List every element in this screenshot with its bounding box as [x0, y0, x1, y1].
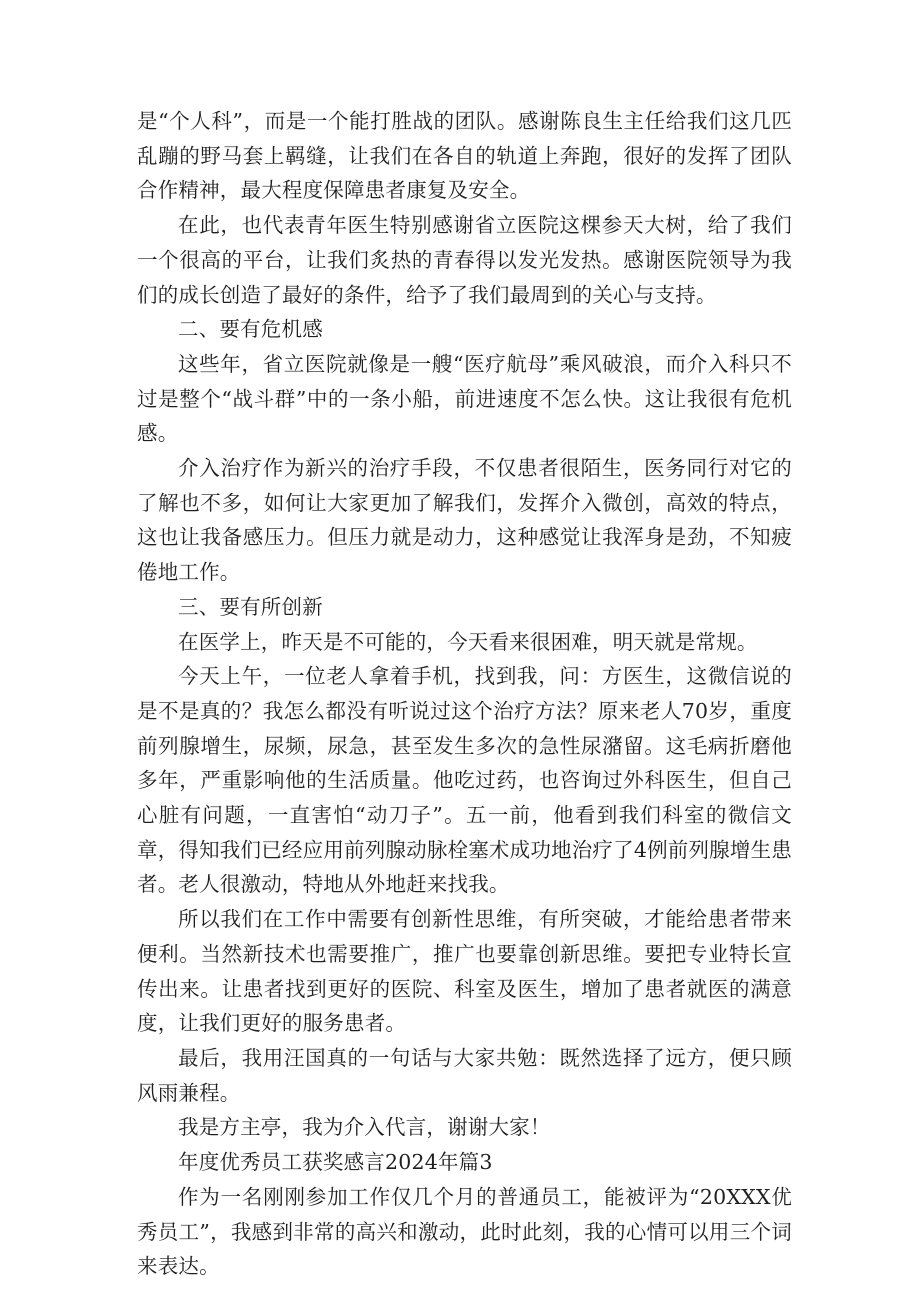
paragraph-closing-quote: 最后，我用汪国真的一句话与大家共勉：既然选择了远方，便只顾风雨兼程。: [137, 1045, 792, 1105]
document-page: [137, 104, 792, 1284]
paragraph-patient-story: 今天上午，一位老人拿着手机，找到我，问：方医生，这微信说的是不是真的？我怎么都没有听说过这个治疗方法？原来老人70岁，重度前列腺增生，尿频，尿急，甚至发生多次的急性尿潴留。这毛病折磨他多年，严重影响他的生活质量。他吃过药，也咨询过外科医生，但自己心脏有问题，一直害怕“动刀子”。五一前，他看到我们科室的微信文章，得知我们已经应用前列腺动脉栓塞术成功地治疗了4例前列腺增生患者。老人很激动，特地从外地赶来找我。: [137, 664, 792, 897]
section-heading-award: 年度优秀员工获奖感言2024年篇3: [178, 1150, 493, 1175]
paragraph-thanks-hospital: 在此，也代表青年医生特别感谢省立医院这棵参天大树，给了我们一个很高的平台，让我们炙热的青春得以发光发热。感谢医院领导为我们的成长创造了最好的条件，给予了我们最周到的关心与支持。: [137, 213, 792, 307]
section-heading-crisis: 二、要有危机感: [178, 317, 323, 342]
section-heading-innovation: 三、要有所创新: [178, 594, 323, 619]
paragraph-medicine: 在医学上，昨天是不可能的，今天看来很困难，明天就是常规。: [178, 629, 758, 654]
paragraph-pressure: 介入治疗作为新兴的治疗手段，不仅患者很陌生，医务同行对它的了解也不多，如何让大家更加了解我们，发挥介入微创，高效的特点，这也让我备感压力。但压力就是动力，这种感觉让我浑身是劲，不知疲倦地工作。: [137, 456, 792, 585]
paragraph-team: 是“个人科”，而是一个能打胜战的团队。感谢陈良生主任给我们这几匹乱蹦的野马套上羁缝，让我们在各自的轨道上奔跑，很好的发挥了团队合作精神，最大程度保障患者康复及安全。: [137, 109, 792, 203]
paragraph-award-intro: 作为一名刚刚参加工作仅几个月的普通员工，能被评为“20XXX优秀员工”，我感到非常的高兴和激动，此时此刻，我的心情可以用三个词来表达。: [137, 1184, 792, 1279]
paragraph-carrier: 这些年，省立医院就像是一艘“医疗航母”乘风破浪，而介入科只不过是整个“战斗群”中的一条小船，前进速度不怎么快。这让我很有危机感。: [137, 351, 792, 446]
paragraph-signoff: 我是方主亭，我为介入代言，谢谢大家！: [178, 1115, 551, 1140]
paragraph-innovative-thinking: 所以我们在工作中需要有创新性思维，有所突破，才能给患者带来便利。当然新技术也需要推广，推广也要靠创新思维。要把专业特长宣传出来。让患者找到更好的医院、科室及医生，增加了患者就医的满意度，让我们更好的服务患者。: [137, 907, 792, 1036]
